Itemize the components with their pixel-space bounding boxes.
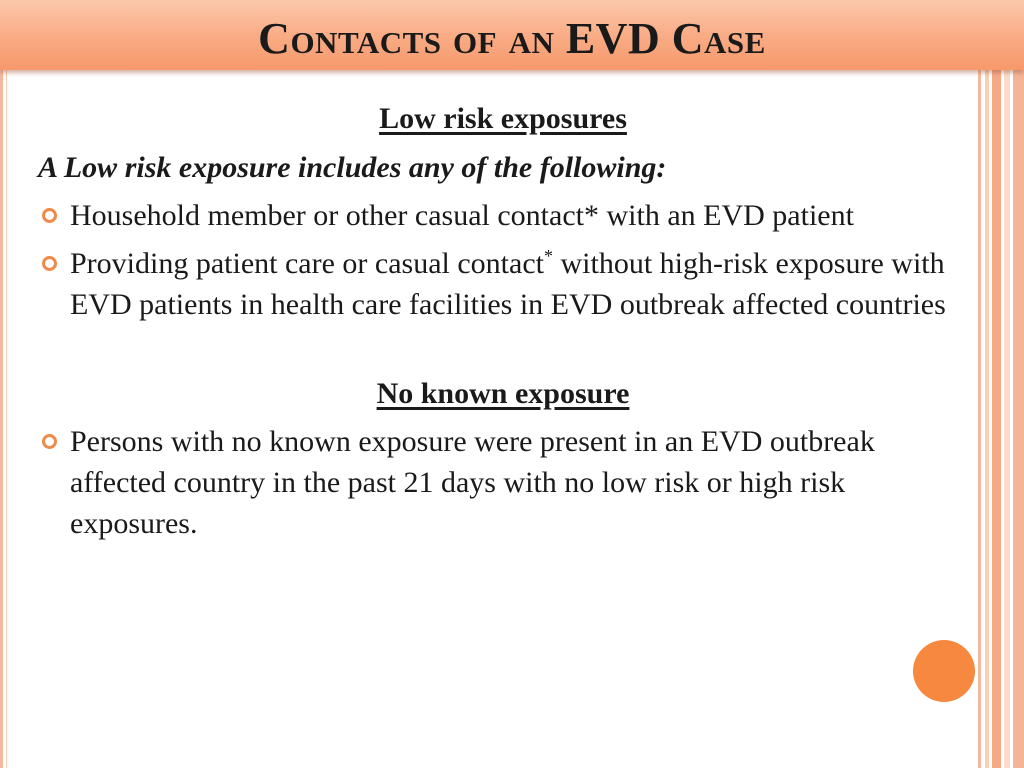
- low-risk-intro: A Low risk exposure includes any of the following:: [38, 151, 667, 184]
- no-known-list: [38, 421, 968, 544]
- list-item: [38, 243, 968, 325]
- orange-circle-decoration: [913, 640, 975, 702]
- slide-content: [38, 98, 968, 544]
- bullet-text-end: without high-risk exposure with EVD patients in health care facilities in EVD outbreak affected countries: [70, 247, 946, 321]
- right-stripe-5: [1013, 0, 1024, 768]
- left-stripe-outer: [0, 0, 3, 768]
- right-stripe-3: [992, 0, 1001, 768]
- list-item: [38, 195, 968, 236]
- low-risk-heading: Low risk exposures: [379, 102, 627, 135]
- list-item: [38, 421, 968, 544]
- left-stripe-inner: [6, 0, 7, 768]
- bullet-text: Persons with no known exposure were present in an EVD outbreak affected country in the past 21 days with no low risk or high risk exposures.: [70, 425, 875, 540]
- section-spacer: [38, 325, 968, 373]
- bullet-text-start: Providing patient care or casual contact: [70, 247, 544, 280]
- ring-bullet-icon: [42, 208, 57, 223]
- right-stripe-4: [1004, 0, 1010, 768]
- no-known-heading: No known exposure: [376, 377, 630, 410]
- ring-bullet-icon: [42, 256, 57, 271]
- slide-title: Contacts of an EVD Case: [258, 13, 766, 63]
- footnote-asterisk: *: [543, 246, 553, 266]
- title-bar: [0, 0, 1024, 70]
- ring-bullet-icon: [42, 434, 57, 449]
- right-stripe-2: [985, 0, 989, 768]
- right-stripe-1: [978, 0, 981, 768]
- low-risk-list: [38, 195, 968, 325]
- bullet-text: Household member or other casual contact* with an EVD patient: [70, 199, 854, 232]
